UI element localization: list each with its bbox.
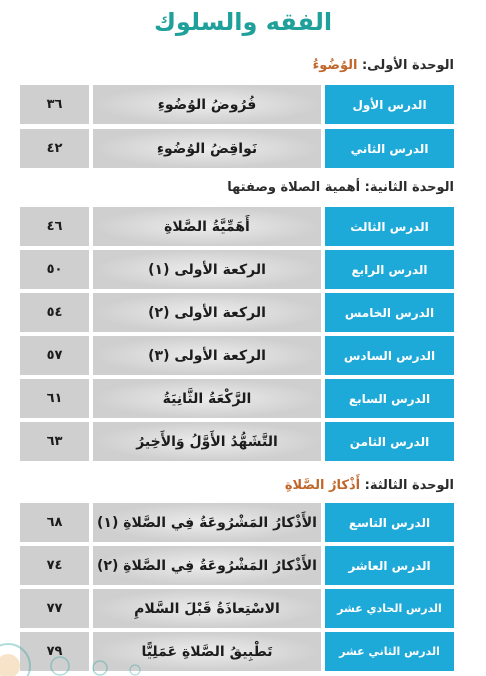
page-number: ٧٧ (20, 589, 89, 628)
table-row[interactable] (20, 422, 454, 461)
unit-label: الوحدة الثالثة: (364, 478, 454, 493)
page-number: ٤٦ (20, 207, 89, 246)
lesson-number: الدرس الخامس (325, 293, 454, 332)
lesson-number: الدرس الحادي عشر (325, 589, 454, 628)
lesson-number: الدرس الثامن (325, 422, 454, 461)
lesson-title: تَطْبِيقُ الصَّلاةِ عَمَلِيًّا (93, 632, 321, 671)
unit-2-heading (14, 180, 454, 195)
lesson-number: الدرس الثالث (325, 207, 454, 246)
lesson-title: الأَذْكارُ المَشْرُوعَةُ فِي الصَّلاةِ (٢) (93, 546, 321, 585)
page-number: ٥٠ (20, 250, 89, 289)
table-row[interactable] (20, 85, 454, 124)
lesson-number: الدرس الرابع (325, 250, 454, 289)
lesson-title: أَهَمِّيَّةُ الصَّلاةِ (93, 207, 321, 246)
page-number: ٥٤ (20, 293, 89, 332)
table-row[interactable] (20, 503, 454, 542)
page-number: ٦٣ (20, 422, 89, 461)
lesson-title: التَّشَهُّدُ الأَوَّلُ وَالأَخِيرُ (93, 422, 321, 461)
table-row[interactable] (20, 336, 454, 375)
lesson-title: الركعة الأولى (١) (93, 250, 321, 289)
lesson-number: الدرس السابع (325, 379, 454, 418)
lesson-title: الرَّكْعَةُ الثَّانِيَةُ (93, 379, 321, 418)
page-number: ٧٤ (20, 546, 89, 585)
lesson-number: الدرس الثاني (325, 129, 454, 168)
lesson-number: الدرس العاشر (325, 546, 454, 585)
unit-1-heading (14, 58, 454, 73)
page-number: ٦٨ (20, 503, 89, 542)
lesson-number: الدرس الأول (325, 85, 454, 124)
table-row[interactable] (20, 250, 454, 289)
page-number: ٣٦ (20, 85, 89, 124)
unit-topic: أَذْكارُ الصَّلاةِ (284, 478, 361, 493)
lesson-title: نَواقِضُ الوُضُوءِ (93, 129, 321, 168)
lesson-title: الاسْتِعاذَةُ قَبْلَ السَّلامِ (93, 589, 321, 628)
page-title: الفقه والسلوك (153, 8, 333, 36)
lesson-title: فُرُوضُ الوُضُوءِ (93, 85, 321, 124)
table-row[interactable] (20, 546, 454, 585)
lesson-title: الركعة الأولى (٢) (93, 293, 321, 332)
table-row[interactable] (20, 207, 454, 246)
unit-label: الوحدة الأولى: (361, 58, 454, 73)
table-row[interactable] (20, 379, 454, 418)
lesson-number: الدرس الثاني عشر (325, 632, 454, 671)
lesson-title: الأَذْكارُ المَشْرُوعَةُ فِي الصَّلاةِ (١) (93, 503, 321, 542)
page-number: ٧٩ (20, 632, 89, 671)
lesson-number: الدرس التاسع (325, 503, 454, 542)
page-number: ٤٢ (20, 129, 89, 168)
lesson-title: الركعة الأولى (٣) (93, 336, 321, 375)
table-row[interactable] (20, 129, 454, 168)
unit-topic: أهمية الصلاة وصفتها (227, 180, 361, 195)
table-row[interactable] (20, 293, 454, 332)
floral-ornament-icon (0, 596, 160, 676)
unit-3-heading (14, 478, 454, 493)
unit-label: الوحدة الثانية: (364, 180, 454, 195)
page-number: ٥٧ (20, 336, 89, 375)
lesson-number: الدرس السادس (325, 336, 454, 375)
unit-topic: الوُضُوءُ (312, 58, 358, 73)
page-number: ٦١ (20, 379, 89, 418)
